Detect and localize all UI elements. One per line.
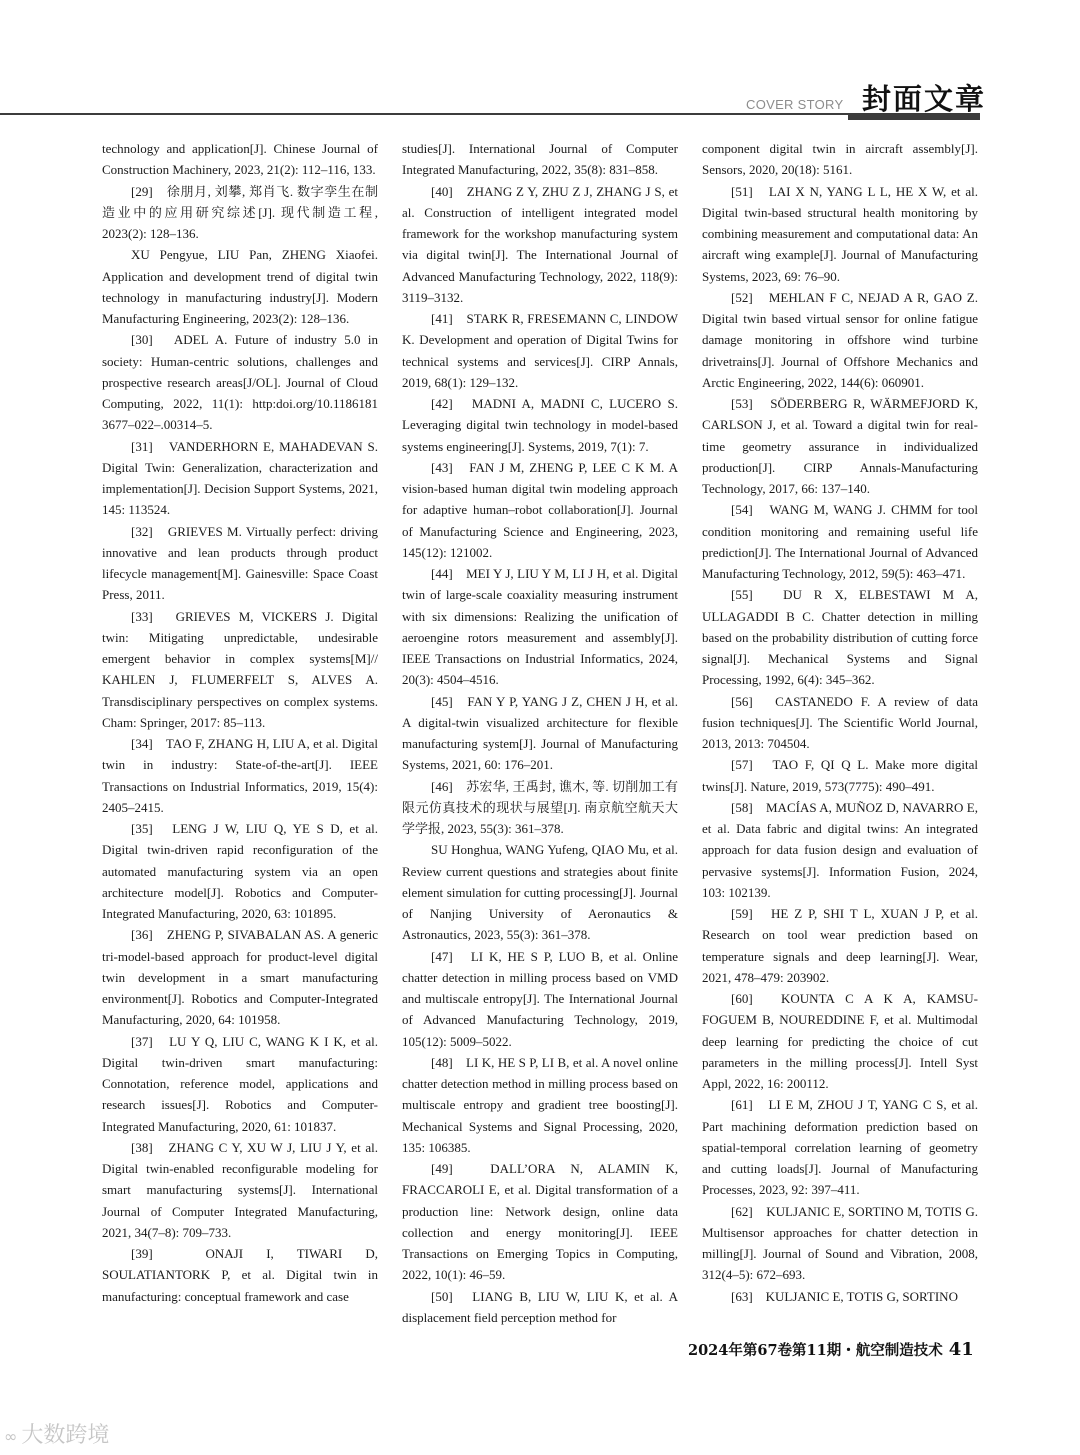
reference-entry: [42] MADNI A, MADNI C, LUCERO S. Leveraging digital twin technology in model-based systems engineering[J]. Systems, 2019, 7(1): 7. [402,396,678,454]
reference-entry: [40] ZHANG Z Y, ZHU Z J, ZHANG J S, et al. Construction of intelligent integrated model framework for the workshop manufacturing system via digital twin[J]. The International Journal of Advanced Manufacturing Technology, 2022, 118(9): 3119–3132. [402,183,678,305]
reference-entry: [36] ZHENG P, SIVABALAN AS. A generic tri-model-based approach for product-level digital twin development in a smart manufacturing environment[J]. Robotics and Computer-Integrated Manufacturing, 2020, 64: 101958. [102,927,378,1028]
reference-entry: [54] WANG M, WANG J. CHMM for tool condition monitoring and remaining useful life prediction[J]. The International Journal of Advanced Manufacturing Technology, 2012, 59(5): 463–471. [702,502,978,581]
reference-entry: [46] 苏宏华, 王禹封, 谯木, 等. 切削加工有限元仿真技术的现状与展望[J]. 南京航空航天大学学报, 2023, 55(3): 361–378. [402,778,678,836]
reference-entry: [53] SÖDERBERG R, WÄRMEFJORD K, CARLSON J, et al. Toward a digital twin for real-time geometry assurance in individualized production[J]. CIRP Annals-Manufacturing Technology, 2017, 66: 137–140. [702,396,978,496]
section-label-en: COVER STORY [746,97,844,112]
reference-entry: [33] GRIEVES M, VICKERS J. Digital twin: Mitigating unpredictable, undesirable emergent behavior in complex systems[M]// KAHLEN J, FLUMERFELT S, ALVES A. Transdisciplinary perspectives on complex systems. Cham: Springer, 2017: 85–113. [102,608,378,730]
reference-entry: SU Honghua, WANG Yufeng, QIAO Mu, et al. Review current questions and strategies about finite element simulation for cutting processing[J]. Journal of Nanjing University of Aeronautics & Astronautics, 2023, 55(3): 361–378. [402,842,678,943]
reference-entry: [52] MEHLAN F C, NEJAD A R, GAO Z. Digital twin based virtual sensor for online fatigue damage monitoring in offshore wind turbine drivetrains[J]. Journal of Offshore Mechanics and Arctic Engineering, 2022, 144(6): 060901. [702,289,978,390]
reference-entry: [37] LU Y Q, LIU C, WANG K I K, et al. Digital twin-driven smart manufacturing: Connotation, reference model, applications and research issues[J]. Robotics and Computer-Integrated Manufacturing, 2020, 61: 101837. [102,1033,378,1134]
reference-entry: [30] ADEL A. Future of industry 5.0 in society: Human-centric solutions, challenges and prospective research areas[J/OL]. Journal of Cloud Computing, 2022, 11(1): http:doi.org/10.1186181 3677–022–.00314–5. [102,332,378,433]
reference-entry: [56] CASTANEDO F. A review of data fusion techniques[J]. The Scientific World Journal, 2013, 2013: 704504. [702,693,978,751]
reference-entry: [31] VANDERHORN E, MAHADEVAN S. Digital Twin: Generalization, characterization and implementation[J]. Decision Support Systems, 2021, 145: 113524. [102,438,378,518]
reference-entry: [39] ONAJI I, TIWARI D, SOULATIANTORK P, et al. Digital twin in manufacturing: conceptual framework and case [102,1246,378,1304]
reference-entry: [29] 徐朋月, 刘攀, 郑肖飞. 数字孪生在制造业中的应用研究综述[J]. 现代制造工程, 2023(2): 128–136. [102,183,378,241]
reference-entry: [38] ZHANG C Y, XU W J, LIU J Y, et al. Digital twin-enabled reconfigurable modeling for smart manufacturing systems[J]. International Journal of Computer Integrated Manufacturing, 2021, 34(7–8): 709–733. [102,1139,378,1240]
watermark-text: 大数跨境 [21,1423,110,1448]
reference-entry: technology and application[J]. Chinese Journal of Construction Machinery, 2023, 21(2): 112–116, 133. [102,141,378,178]
reference-entry: [60] KOUNTA C A K A, KAMSU-FOGUEM B, NOUREDDINE F, et al. Multimodal deep learning for predicting the choice of cut parameters in the milling process[J]. Intell Syst Appl, 2022, 16: 200112. [702,991,978,1091]
reference-entry: [58] MACÍAS A, MUÑOZ D, NAVARRO E, et al. Data fabric and digital twins: An integrated approach for data fusion design and evaluation of pervasive systems[J]. Information Fusion, 2024, 103: 102139. [702,799,978,900]
reference-entry: [61] LI E M, ZHOU J T, YANG C S, et al. Part machining deformation prediction based on spatial-temporal correlation learning of geometry and cutting loads[J]. Journal of Manufacturing Processes, 2023, 92: 397–411. [702,1097,978,1198]
watermark-logo-icon: ∞ [4,1427,18,1446]
watermark [4,1418,109,1449]
reference-entry: [57] TAO F, QI Q L. Make more digital twins[J]. Nature, 2019, 573(7775): 490–491. [702,757,978,794]
reference-entry: [48] LI K, HE S P, LI B, et al. A novel online chatter detection method in milling process based on multiscale entropy and gradient tree boosting[J]. Mechanical Systems and Signal Processing, 2020, 135: 106385. [402,1054,678,1155]
reference-entry: [44] MEI Y J, LIU Y M, LI J H, et al. Digital twin of large-scale coaxiality measuring instrument with six dimensions: Realizing the unification of aeroengine rotors measurement and assembly[J]. IEEE Transactions on Industrial Informatics, 2024, 20(3): 4504–4516. [402,566,678,688]
reference-entry: [43] FAN J M, ZHENG P, LEE C K M. A vision-based human digital twin modeling approach for adaptive human–robot collaboration[J]. Journal of Manufacturing Science and Engineering, 2023, 145(12): 121002. [402,459,678,560]
reference-entry: [59] HE Z P, SHI T L, XUAN J P, et al. Research on tool wear prediction based on temperature signals and deep learning[J]. Wear, 2021, 478–479: 203902. [702,906,978,985]
page-number: 41 [948,1339,974,1360]
reference-entry: studies[J]. International Journal of Computer Integrated Manufacturing, 2022, 35(8): 831–858. [402,141,678,178]
reference-entry: component digital twin in aircraft assembly[J]. Sensors, 2020, 20(18): 5161. [702,141,978,178]
reference-entry: XU Pengyue, LIU Pan, ZHENG Xiaofei. Application and development trend of digital twin technology in manufacturing industry[J]. Modern Manufacturing Engineering, 2023(2): 128–136. [102,247,378,326]
reference-column-3 [702,138,978,1307]
journal-issue: 2024年第67卷第11期・航空制造技术 [688,1342,943,1359]
reference-column-1 [102,138,378,1307]
reference-column-2 [402,138,678,1328]
reference-entry: [45] FAN Y P, YANG J Z, CHEN J H, et al. A digital-twin visualized architecture for flexible manufacturing system[J]. Journal of Manufacturing Systems, 2021, 60: 176–201. [402,693,678,773]
reference-entry: [51] LAI X N, YANG L L, HE X W, et al. Digital twin-based structural health monitoring by combining measurement and computational data: An aircraft wing example[J]. Journal of Manufacturing Systems, 2023, 69: 76–90. [702,183,978,284]
section-label-cn: 封面文章 [862,82,987,116]
reference-entry: [32] GRIEVES M. Virtually perfect: driving innovative and lean products through product lifecycle management[M]. Gainesville: Space Coast Press, 2011. [102,523,378,603]
reference-entry: [49] DALL’ORA N, ALAMIN K, FRACCAROLI E, et al. Digital transformation of a production line: Network design, online data collection and energy monitoring[J]. IEEE Transactions on Emerging Topics in Computing, 2022, 10(1): 46–59. [402,1161,678,1283]
page-footer [688,1339,974,1360]
reference-entry: [50] LIANG B, LIU W, LIU K, et al. A displacement field perception method for [402,1288,678,1325]
header-rule [0,113,980,115]
reference-entry: [55] DU R X, ELBESTAWI M A, ULLAGADDI B C. Chatter detection in milling based on the probability distribution of cutting force signal[J]. Mechanical Systems and Signal Processing, 1992, 6(4): 345–362. [702,587,978,688]
reference-entry: [62] KULJANIC E, SORTINO M, TOTIS G. Multisensor approaches for chatter detection in milling[J]. Journal of Sound and Vibration, 2008, 312(4–5): 672–693. [702,1203,978,1283]
reference-entry: [47] LI K, HE S P, LUO B, et al. Online chatter detection in milling process based on VMD and multiscale entropy[J]. The International Journal of Advanced Manufacturing Technology, 2019, 105(12): 5009–5022. [402,948,678,1049]
reference-entry: [63] KULJANIC E, TOTIS G, SORTINO [731,1288,958,1304]
reference-entry: [34] TAO F, ZHANG H, LIU A, et al. Digital twin in industry: State-of-the-art[J]. IEEE Transactions on Industrial Informatics, 2019, 15(4): 2405–2415. [102,736,378,815]
reference-entry: [41] STARK R, FRESEMANN C, LINDOW K. Development and operation of Digital Twins for technical systems and services[J]. CIRP Annals, 2019, 68(1): 129–132. [402,311,678,390]
reference-entry: [35] LENG J W, LIU Q, YE S D, et al. Digital twin-driven rapid reconfiguration of the automated manufacturing system via an open architecture model[J]. Robotics and Computer-Integrated Manufacturing, 2020, 63: 101895. [102,821,378,921]
